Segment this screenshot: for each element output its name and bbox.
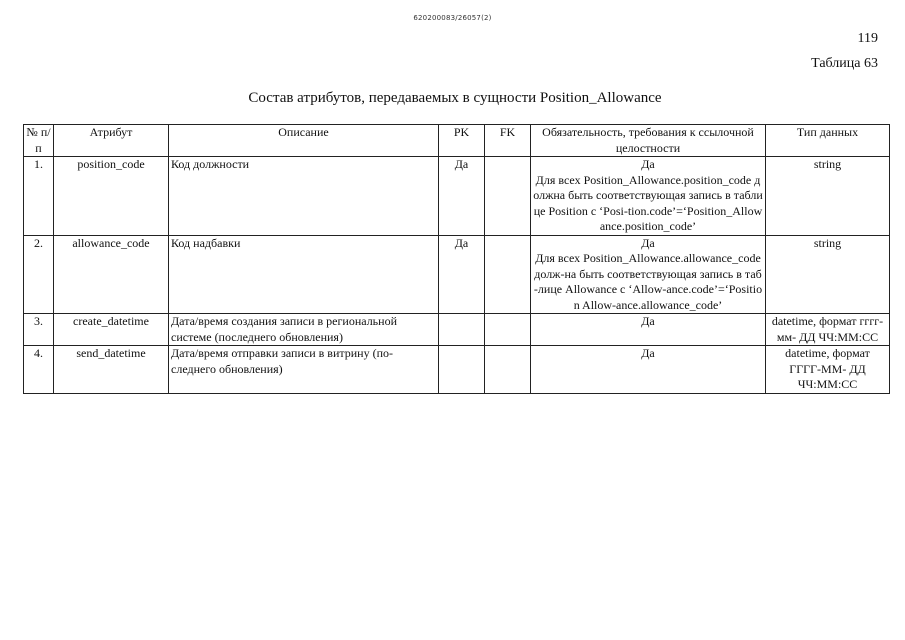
cell-description: Код должности: [169, 157, 439, 236]
column-header-num: № п/п: [24, 125, 54, 157]
cell-pk: Да: [439, 157, 485, 236]
table-row: [24, 346, 890, 394]
table-row: [24, 235, 890, 314]
cell-requirement: Да: [531, 346, 766, 394]
cell-description: Дата/время создания записи в региональной системе (последнего обновления): [169, 314, 439, 346]
table-row: [24, 314, 890, 346]
cell-type: string: [766, 235, 890, 314]
table-header-row: [24, 125, 890, 157]
cell-pk: [439, 314, 485, 346]
page-number: 119: [857, 31, 878, 46]
cell-requirement: Да: [531, 314, 766, 346]
cell-description: Дата/время отправки записи в витрину (по-следнего обновления): [169, 346, 439, 394]
column-header-fk: FK: [485, 125, 531, 157]
cell-attribute: position_code: [54, 157, 169, 236]
table-number: Таблица 63: [811, 56, 878, 71]
cell-attribute: allowance_code: [54, 235, 169, 314]
cell-fk: [485, 235, 531, 314]
cell-description: Код надбавки: [169, 235, 439, 314]
table-row: [24, 157, 890, 236]
column-header-requirement: Обязательность, требования к ссылочной целостности: [531, 125, 766, 157]
cell-pk: [439, 346, 485, 394]
column-header-attribute: Атрибут: [54, 125, 169, 157]
column-header-description: Описание: [169, 125, 439, 157]
cell-pk: Да: [439, 235, 485, 314]
cell-type: string: [766, 157, 890, 236]
column-header-type: Тип данных: [766, 125, 890, 157]
column-header-pk: PK: [439, 125, 485, 157]
cell-type: datetime, формат ГГГГ-ММ- ДД ЧЧ:ММ:СС: [766, 346, 890, 394]
cell-requirement: Да Для всех Position_Allowance.allowance_code долж-на быть соответствующая запись в таб-лице Allowance с ‘Allow-ance.code’=‘Position Allow-ance.allowance_code’: [531, 235, 766, 314]
cell-fk: [485, 314, 531, 346]
cell-num: 2.: [24, 235, 54, 314]
cell-fk: [485, 157, 531, 236]
cell-requirement: Да Для всех Position_Allowance.position_code должна быть соответствующая запись в таблице Position с ‘Posi-tion.code’=‘Position_Allowance.position_code’: [531, 157, 766, 236]
cell-num: 4.: [24, 346, 54, 394]
cell-num: 3.: [24, 314, 54, 346]
cell-attribute: create_datetime: [54, 314, 169, 346]
cell-fk: [485, 346, 531, 394]
attributes-table: [23, 124, 890, 394]
cell-attribute: send_datetime: [54, 346, 169, 394]
document-id: 620200083/26057(2): [413, 14, 492, 22]
cell-num: 1.: [24, 157, 54, 236]
table-title: Состав атрибутов, передаваемых в сущности Position_Allowance: [248, 90, 662, 106]
cell-type: datetime, формат гггг-мм- ДД ЧЧ:ММ:СС: [766, 314, 890, 346]
